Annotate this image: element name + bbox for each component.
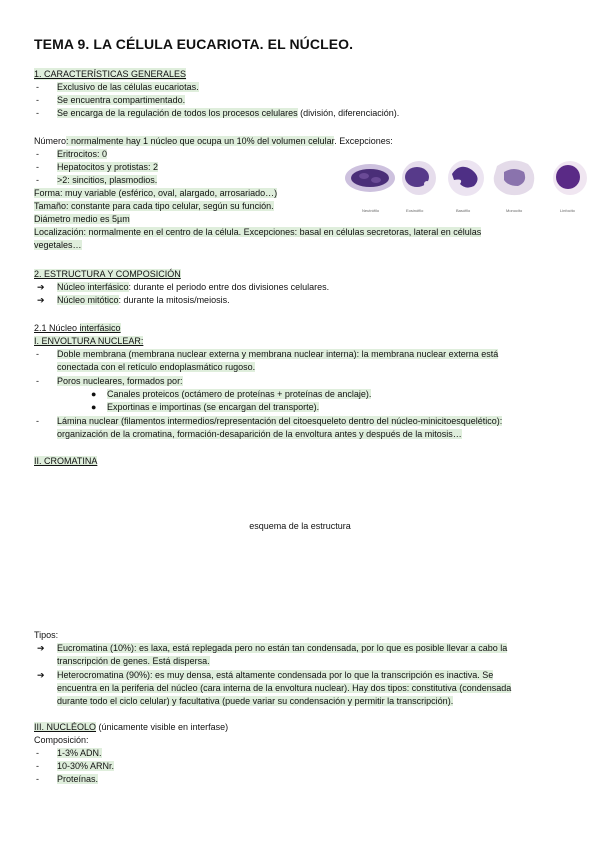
cell-5 (553, 161, 587, 195)
forma-line (34, 187, 277, 199)
page-title: TEMA 9. LA CÉLULA EUCARIOTA. EL NÚCLEO. (34, 36, 354, 52)
item-text: Exportinas e importinas (se encargan del transporte). (107, 402, 320, 412)
envoltura-heading (34, 335, 143, 347)
section-1-heading: 1. CARACTERÍSTICAS GENERALES (34, 69, 187, 79)
item-text: encuentra en la periferia del núcleo (cara interna de la envoltura nuclear). Hay dos tipos: constitutiva (condensada (57, 683, 512, 693)
arrow-bullet: ➔ (37, 282, 45, 292)
section-21-heading-a: 2.1 Núcleo (34, 323, 80, 333)
list-item (57, 348, 498, 360)
dash-bullet: - (36, 149, 39, 159)
list-item (57, 415, 502, 427)
composicion-label: Composición: (34, 735, 89, 745)
tamano-text: Tamaño: constante para cada tipo celular, según su función. (34, 201, 274, 211)
item-text-tail: (división, diferenciación). (297, 108, 400, 118)
blood-cells-figure (342, 152, 592, 220)
section-21-heading-b: interfásico (79, 323, 121, 333)
cromatina-heading-text: II. CROMATINA (34, 456, 98, 466)
numero-text: : normalmente hay 1 núcleo que ocupa un 10% del volumen celular (66, 136, 335, 146)
section-2-heading (34, 268, 181, 280)
diametro-line (34, 213, 130, 225)
diametro-text: Diámetro medio es 5µm (34, 214, 130, 224)
item-text: transcripción de genes. Está dispersa. (57, 656, 210, 666)
list-item (57, 294, 230, 306)
arrow-bullet: ➔ (37, 643, 45, 653)
list-item (57, 760, 114, 772)
section-21-heading (34, 322, 121, 334)
item-label: Núcleo interfásico (57, 282, 129, 292)
list-item (57, 747, 102, 759)
list-item (57, 642, 507, 654)
list-item (57, 107, 399, 119)
list-item (57, 773, 98, 785)
localizacion-line-2 (34, 239, 82, 251)
cromatina-heading (34, 455, 97, 467)
item-text: organización de la cromatina, formación-desaparición de la envoltura antes y después de la mitosis… (57, 429, 462, 439)
list-item (107, 388, 371, 400)
item-text: Lámina nuclear (filamentos intermedios/representación del citoesqueleto dentro del núcleo-minicitoesquelético): (57, 416, 503, 426)
item-text: Doble membrana (membrana nuclear externa y membrana nuclear interna): la membrana nuclear externa está (57, 349, 499, 359)
tipos-label: Tipos: (34, 630, 59, 640)
list-item-cont (57, 361, 255, 373)
cell-caption: Linfocito (560, 208, 575, 213)
envoltura-heading-text: I. ENVOLTURA NUCLEAR: (34, 336, 144, 346)
nucleolo-heading-text: III. NUCLÉOLO (34, 722, 97, 732)
dash-bullet: - (36, 175, 39, 185)
cell-caption: Eosinófilo (406, 208, 424, 213)
item-text: Hepatocitos y protistas: 2 (57, 162, 159, 172)
dash-bullet: - (36, 416, 39, 426)
cell-3 (448, 160, 484, 196)
cell-2 (402, 161, 436, 195)
list-item-cont (57, 682, 511, 694)
arrow-bullet: ➔ (37, 295, 45, 305)
list-item (57, 81, 199, 93)
dash-bullet: - (36, 761, 39, 771)
list-item (57, 375, 183, 387)
list-item-cont (57, 428, 462, 440)
nucleolo-heading (34, 721, 228, 733)
figure-placeholder-note: esquema de la estructura (249, 521, 351, 531)
item-text: Eritrocitos: 0 (57, 149, 108, 159)
item-text: 10-30% ARNr. (57, 761, 115, 771)
dash-bullet: - (36, 376, 39, 386)
item-text: Eucromatina (10%): es laxa, está replegada pero no están tan condensada, por lo que es posible llevar a cabo la (57, 643, 508, 653)
item-text: Canales proteicos (octámero de proteínas + proteínas de anclaje). (107, 389, 372, 399)
localizacion-text: vegetales… (34, 240, 82, 250)
forma-text: Forma: muy variable (esférico, oval, alargado, arrosariado…) (34, 188, 278, 198)
item-text: 1-3% ADN. (57, 748, 102, 758)
numero-line (34, 135, 393, 147)
item-text: Se encuentra compartimentado. (57, 95, 186, 105)
item-text: Poros nucleares, formados por: (57, 376, 183, 386)
list-item (57, 148, 107, 160)
localizacion-text: Localización: normalmente en el centro de la célula. Excepciones: basal en células secretoras, lateral en células (34, 227, 482, 237)
item-text: : durante el periodo entre dos divisiones celulares. (128, 282, 330, 292)
dash-bullet: - (36, 774, 39, 784)
cell-caption: Monocito (506, 208, 523, 213)
numero-tail: . Excepciones: (334, 136, 393, 146)
list-item (57, 669, 493, 681)
list-item (57, 174, 157, 186)
list-item-cont (57, 695, 453, 707)
dash-bullet: - (36, 162, 39, 172)
item-label: Núcleo mitótico (57, 295, 119, 305)
item-text: Heterocromatina (90%): es muy densa, está altamente condensada por lo que la transcripción es inactiva. Se (57, 670, 494, 680)
dash-bullet: - (36, 108, 39, 118)
cell-4 (494, 160, 535, 195)
list-item (57, 161, 158, 173)
dash-bullet: - (36, 82, 39, 92)
localizacion-line-1 (34, 226, 481, 238)
list-item (57, 94, 185, 106)
dash-bullet: - (36, 349, 39, 359)
nucleolo-heading-tail: (únicamente visible en interfase) (96, 722, 229, 732)
item-text: : durante la mitosis/meiosis. (118, 295, 230, 305)
list-item-cont (57, 655, 210, 667)
list-item (57, 281, 329, 293)
numero-label: Número (34, 136, 67, 146)
dash-bullet: - (36, 95, 39, 105)
item-text: >2: sincitios, plasmodios. (57, 175, 158, 185)
item-text: Exclusivo de las células eucariotas. (57, 82, 199, 92)
item-text: Se encarga de la regulación de todos los procesos celulares (57, 108, 298, 118)
tamano-line (34, 200, 274, 212)
cell-caption: Basófilo (456, 208, 471, 213)
dash-bullet: - (36, 748, 39, 758)
item-text: durante todo el ciclo celular) y facultativa (puede variar su condensación y permitir la transcripción). (57, 696, 454, 706)
dot-bullet: ● (91, 389, 97, 399)
arrow-bullet: ➔ (37, 670, 45, 680)
dot-bullet: ● (91, 402, 97, 412)
cell-1 (345, 164, 395, 192)
item-text: conectada con el retículo endoplasmático rugoso. (57, 362, 256, 372)
item-text: Proteínas. (57, 774, 99, 784)
list-item (107, 401, 319, 413)
cell-caption: Neutrófilo (362, 208, 380, 213)
section-2-heading-text: 2. ESTRUCTURA Y COMPOSICIÓN (34, 269, 181, 279)
